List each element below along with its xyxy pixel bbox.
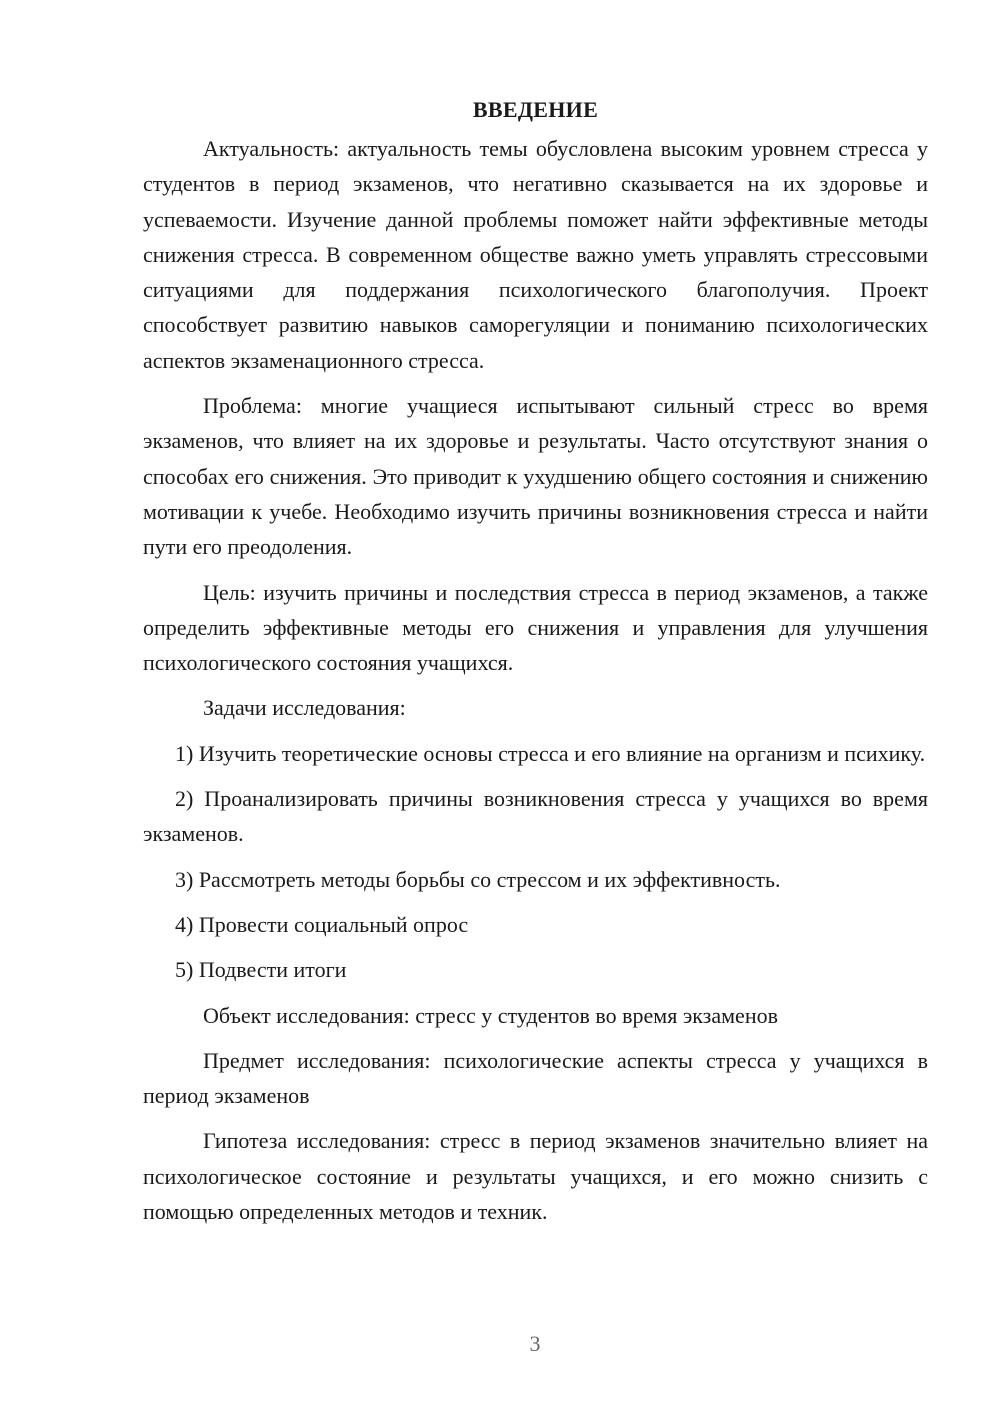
relevance-paragraph: Актуальность: актуальность темы обусловлена высоким уровнем стресса у студентов в период экзаменов, что негативно сказывается на их здоровье и успеваемости. Изучение данной проблемы поможет найти эффективные методы снижения стресса. В современном обществе важно уметь управлять стрессовыми ситуациями для поддержания психологического благополучия. Проект способствует развитию навыков саморегуляции и пониманию психологических аспектов экзаменационного стресса. [143,136,928,373]
section-title: ВВЕДЕНИЕ [472,97,599,122]
task-item-3: 3) Рассмотреть методы борьбы со стрессом и их эффективность. [175,866,781,892]
tasks-heading: Задачи исследования: [203,695,406,721]
problem-paragraph: Проблема: многие учащиеся испытывают сильный стресс во время экзаменов, что влияет на их здоровье и результаты. Часто отсутствуют знания о способах его снижения. Это приводит к ухудшению общего состояния и снижению мотивации к учебе. Необходимо изучить причины возникновения стресса и найти пути его преодоления. [143,393,928,560]
task-item-4: 4) Провести социальный опрос [175,911,469,937]
subject-paragraph: Предмет исследования: психологические аспекты стресса у учащихся в период экзаменов [143,1047,928,1109]
document-page [143,92,928,1239]
hypothesis-paragraph: Гипотеза исследования: стресс в период экзаменов значительно влияет на психологическое состояние и результаты учащихся, и его можно снизить с помощью определенных методов и техник. [143,1128,928,1225]
task-item-1: 1) Изучить теоретические основы стресса и его влияние на организм и психику. [175,740,926,766]
goal-paragraph: Цель: изучить причины и последствия стресса в период экзаменов, а также определить эффективные методы его снижения и управления для улучшения психологического состояния учащихся. [143,579,928,676]
task-item-2: 2) Проанализировать причины возникновения стресса у учащихся во время экзаменов. [143,786,928,847]
page-number: 3 [529,1331,541,1356]
object-paragraph: Объект исследования: стресс у студентов во время экзаменов [203,1002,778,1028]
task-item-5: 5) Подвести итоги [175,957,347,983]
